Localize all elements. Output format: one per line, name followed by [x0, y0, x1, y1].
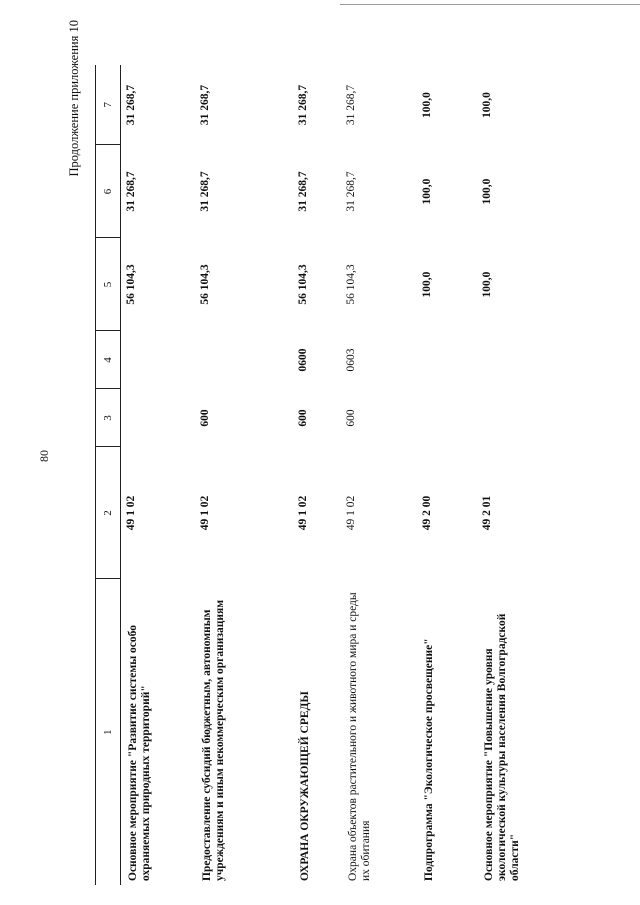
section-cell: 0600 — [296, 348, 309, 372]
expense-type-cell: 600 — [198, 409, 211, 427]
target-code-cell: 49 2 00 — [420, 495, 433, 531]
page-number: 80 — [37, 450, 51, 462]
expense-type-cell: 600 — [344, 409, 357, 427]
amount-col7-cell: 100,0 — [480, 92, 493, 118]
amount-col6-cell: 100,0 — [420, 178, 433, 205]
column-header: 2 — [96, 447, 121, 579]
column-header: 3 — [96, 389, 121, 447]
table-row — [341, 65, 417, 885]
amount-col6-cell: 31 268,7 — [344, 171, 357, 212]
amount-col6-cell: 31 268,7 — [296, 171, 309, 212]
target-code-cell: 49 1 02 — [125, 495, 137, 531]
section-cell — [195, 331, 293, 389]
table-row — [417, 65, 477, 885]
target-code-cell: 49 1 02 — [296, 495, 309, 531]
amount-col5-cell: 56 104,3 — [198, 264, 211, 305]
table-row — [293, 65, 341, 885]
amount-col5-cell: 56 104,3 — [125, 264, 137, 305]
section-cell: 0603 — [344, 348, 357, 372]
amount-col7-cell: 31 268,7 — [344, 84, 357, 126]
amount-col5-cell: 100,0 — [420, 271, 433, 298]
amount-col6-cell: 31 268,7 — [125, 171, 137, 212]
column-header: 7 — [96, 65, 121, 145]
column-header: 1 — [96, 579, 121, 885]
amount-col7-cell: 31 268,7 — [125, 84, 137, 126]
expense-type-cell — [417, 389, 477, 447]
amount-col5-cell: 56 104,3 — [344, 264, 357, 305]
target-code-cell: 49 1 02 — [344, 495, 357, 531]
amount-col5-cell: 56 104,3 — [296, 264, 309, 305]
amount-col6-cell: 100,0 — [480, 178, 493, 205]
row-name: Основное мероприятие "Развитие системы особо охраняемых природных территорий" — [127, 624, 152, 881]
row-name: Основное мероприятие "Повышение уровня экологической культуры населения Волгоградской области" — [482, 613, 521, 881]
amount-col7-cell: 100,0 — [420, 92, 433, 118]
expense-type-cell — [121, 389, 195, 447]
column-header: 5 — [96, 238, 121, 331]
budget-table — [95, 65, 563, 885]
expense-type-cell: 600 — [296, 409, 309, 427]
table-row — [121, 65, 195, 885]
amount-col6-cell: 31 268,7 — [198, 171, 211, 212]
amount-col7-cell: 31 268,7 — [198, 84, 211, 126]
column-number-row — [96, 65, 121, 885]
table-row — [195, 65, 293, 885]
target-code-cell: 49 2 01 — [480, 495, 493, 531]
amount-col5-cell: 100,0 — [480, 271, 493, 298]
target-code-cell: 49 1 02 — [198, 495, 211, 531]
section-cell — [121, 331, 195, 389]
row-name: Предоставление субсидий бюджетным, автономным учреждениям и иным некоммерческим организациям — [200, 599, 226, 881]
continuation-label: Продолжение приложения 10 — [67, 20, 81, 177]
row-name: Охрана объектов растительного и животного мира и среды их обитания — [346, 592, 372, 881]
column-header: 6 — [96, 145, 121, 238]
row-name: Подпрограмма "Экологическое просвещение" — [422, 638, 435, 881]
column-header: 4 — [96, 331, 121, 389]
table-row — [477, 65, 563, 885]
section-cell — [417, 331, 477, 389]
amount-col7-cell: 31 268,7 — [296, 84, 309, 126]
expense-type-cell — [477, 389, 563, 447]
row-name: ОХРАНА ОКРУЖАЮЩЕЙ СРЕДЫ — [298, 691, 311, 881]
section-cell — [477, 331, 563, 389]
